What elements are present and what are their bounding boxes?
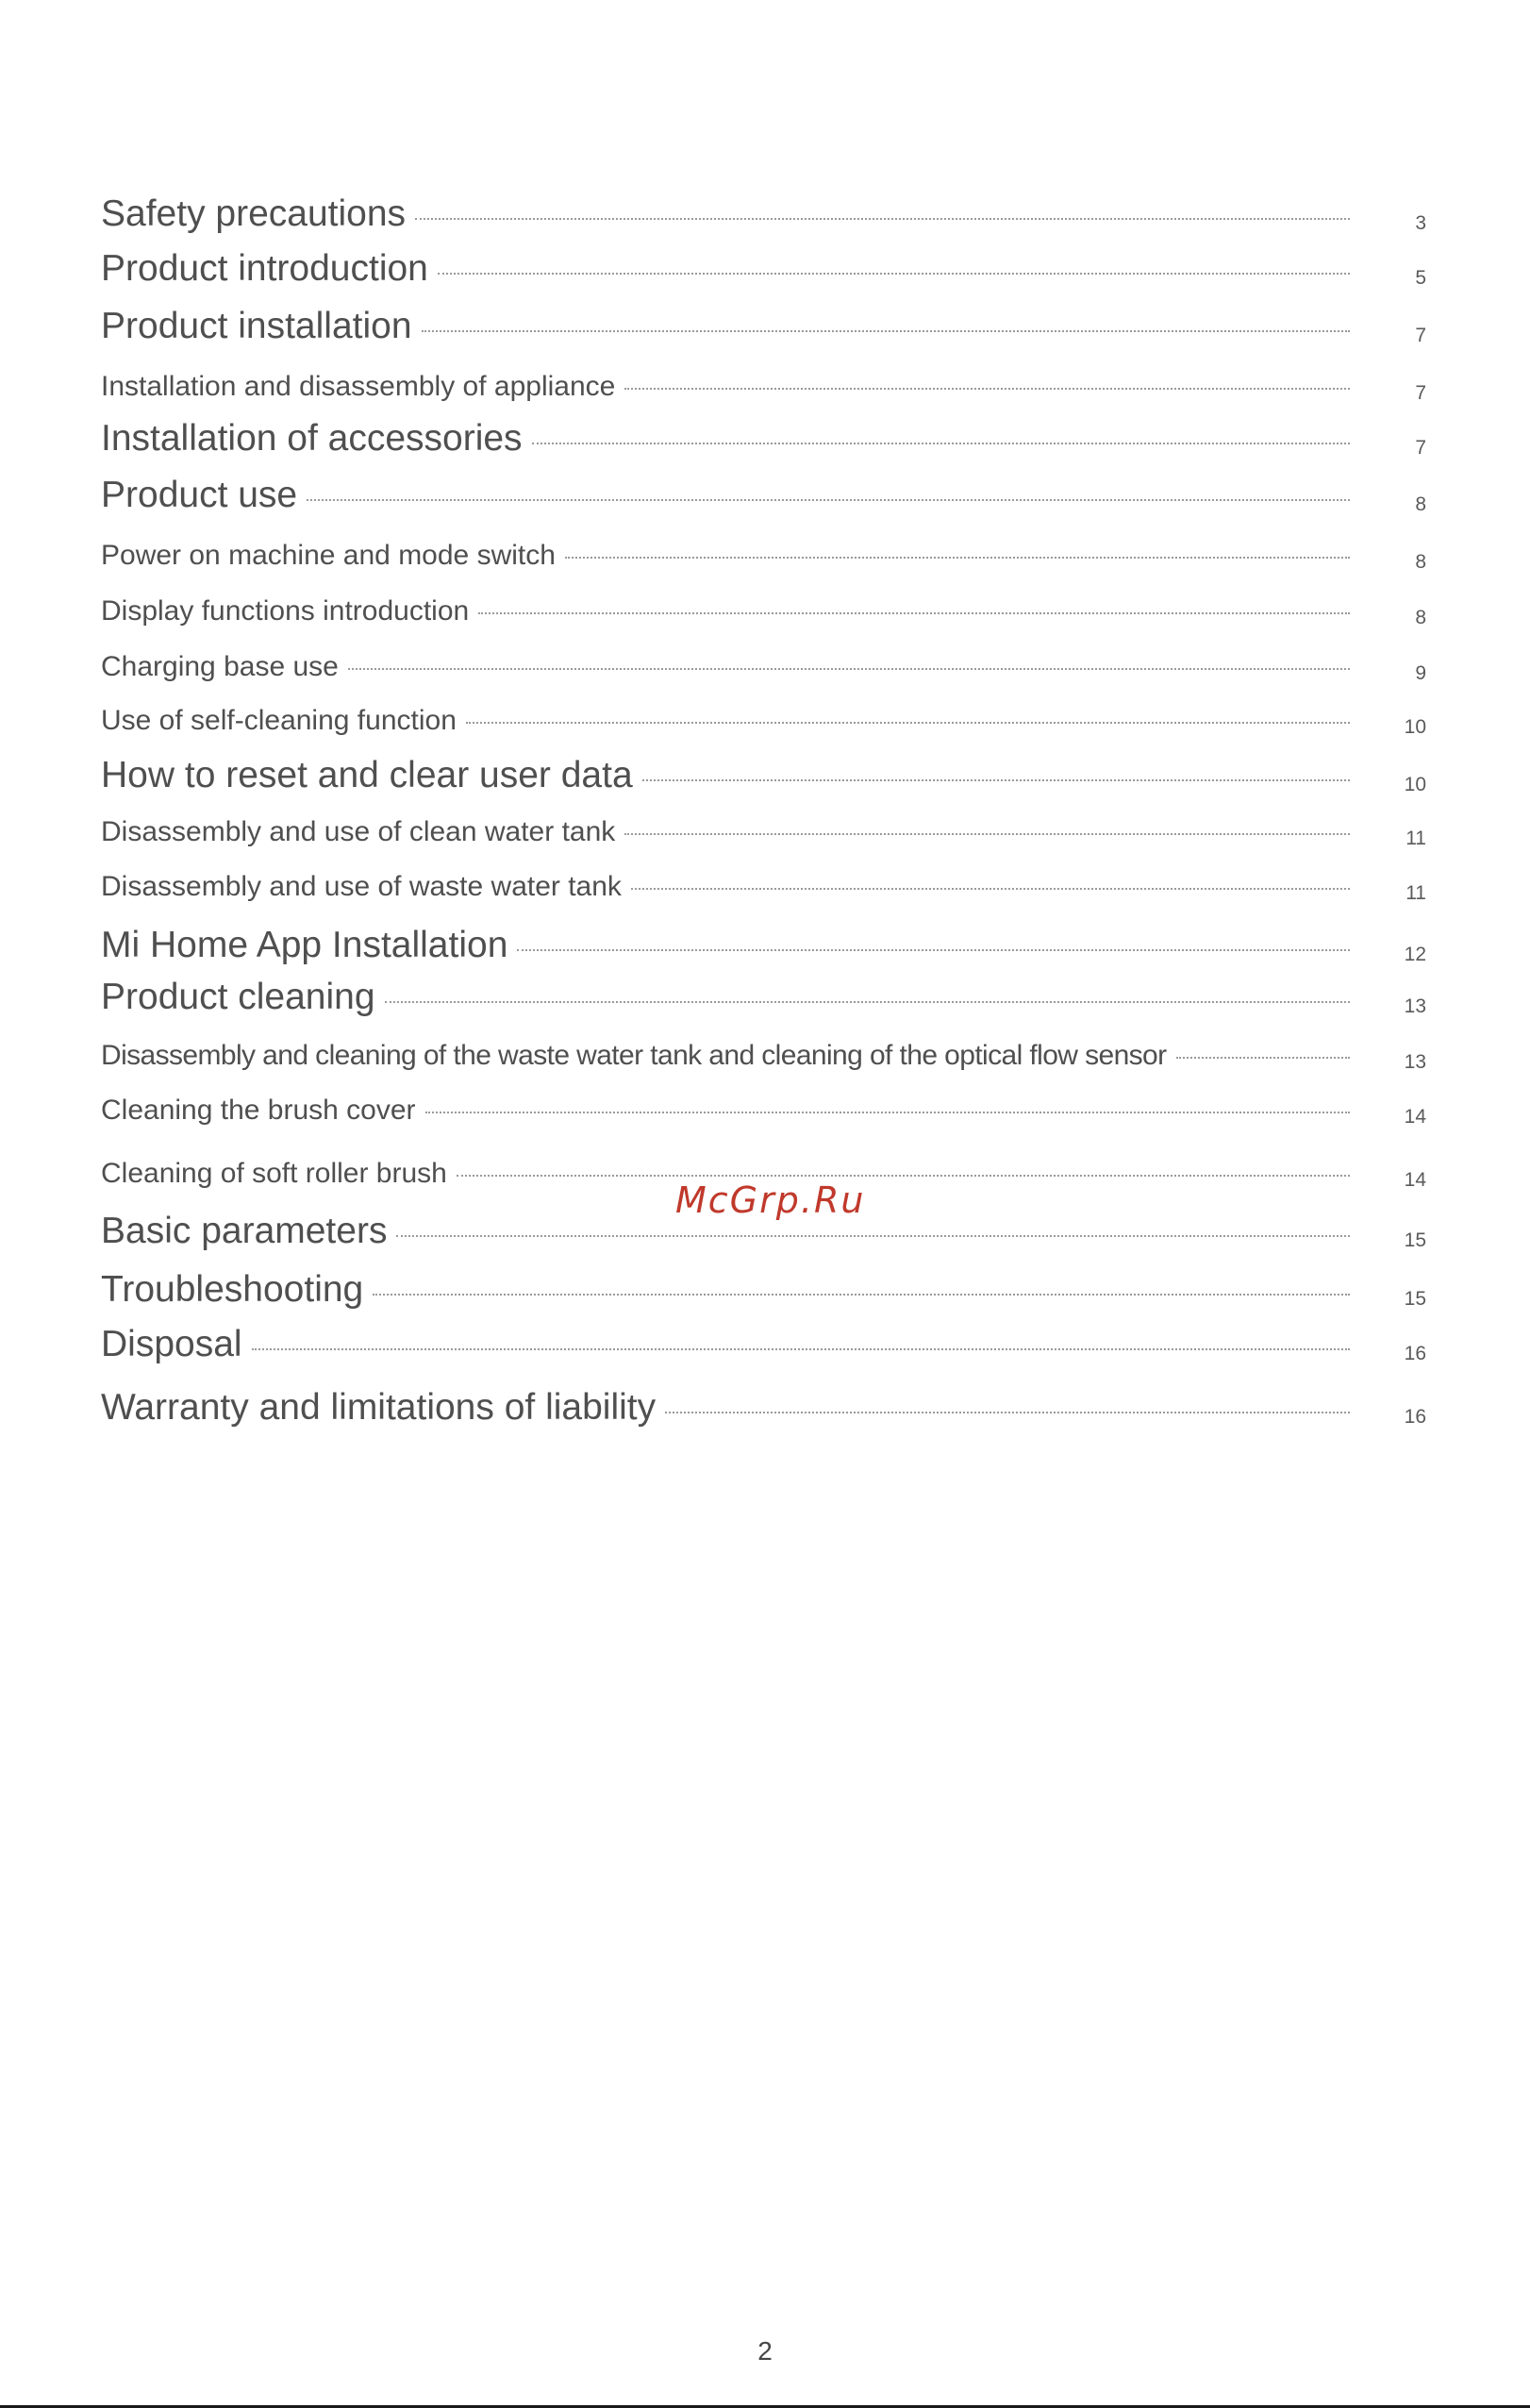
toc-entry-page: 13 bbox=[1404, 1051, 1426, 1073]
toc-entry-page: 8 bbox=[1415, 551, 1426, 573]
toc-entry-warranty[interactable] bbox=[101, 1387, 1426, 1429]
toc-entry-page: 7 bbox=[1415, 325, 1426, 346]
toc-entry-title: Installation of accessories bbox=[101, 418, 523, 459]
toc-entry-page: 7 bbox=[1415, 437, 1426, 459]
dot-leader bbox=[642, 779, 1350, 781]
dot-leader bbox=[348, 668, 1350, 670]
toc-entry-troubleshooting[interactable] bbox=[101, 1269, 1426, 1311]
watermark-text: McGrp.Ru bbox=[675, 1179, 866, 1221]
toc-entry-charging-base[interactable] bbox=[101, 651, 1426, 683]
toc-entry-title: Power on machine and mode switch bbox=[101, 540, 556, 571]
toc-entry-title: Use of self-cleaning function bbox=[101, 705, 457, 736]
toc-entry-page: 10 bbox=[1404, 774, 1426, 795]
toc-entry-page: 11 bbox=[1405, 828, 1426, 849]
toc-entry-title: Charging base use bbox=[101, 651, 339, 682]
dot-leader bbox=[1176, 1057, 1350, 1059]
toc-entry-page: 11 bbox=[1405, 882, 1426, 904]
toc-entry-product-installation[interactable] bbox=[101, 306, 1426, 347]
toc-entry-power-on[interactable] bbox=[101, 540, 1426, 572]
toc-entry-title: Disassembly and cleaning of the waste water tank and cleaning of the optical flow sensor bbox=[101, 1040, 1167, 1071]
toc-entry-title: Product cleaning bbox=[101, 977, 375, 1017]
toc-entry-title: Product installation bbox=[101, 306, 412, 346]
dot-leader bbox=[422, 330, 1350, 332]
toc-entry-title: Disassembly and use of clean water tank bbox=[101, 816, 616, 847]
dot-leader bbox=[478, 612, 1350, 614]
toc-entry-page: 16 bbox=[1404, 1406, 1426, 1428]
dot-leader bbox=[565, 557, 1350, 559]
toc-entry-brush-cover[interactable] bbox=[101, 1095, 1426, 1127]
dot-leader bbox=[307, 499, 1350, 501]
toc-entry-title: Disassembly and use of waste water tank bbox=[101, 871, 622, 902]
toc-entry-page: 7 bbox=[1415, 382, 1426, 404]
toc-entry-page: 16 bbox=[1404, 1343, 1426, 1364]
toc-entry-title: Cleaning the brush cover bbox=[101, 1095, 416, 1126]
toc-entry-installation-accessories[interactable] bbox=[101, 418, 1426, 460]
toc-entry-title: Installation and disassembly of appliance bbox=[101, 371, 616, 402]
toc-entry-page: 10 bbox=[1404, 716, 1426, 738]
toc-entry-page: 8 bbox=[1415, 607, 1426, 628]
dot-leader bbox=[457, 1175, 1350, 1177]
dot-leader bbox=[438, 273, 1350, 275]
dot-leader bbox=[252, 1348, 1350, 1350]
dot-leader bbox=[415, 218, 1350, 220]
toc-entry-title: Product introduction bbox=[101, 248, 428, 289]
toc-entry-title: Warranty and limitations of liability bbox=[101, 1387, 657, 1428]
dot-leader bbox=[517, 949, 1350, 951]
dot-leader bbox=[665, 1412, 1350, 1413]
toc-entry-product-cleaning[interactable] bbox=[101, 977, 1426, 1018]
toc-entry-title: How to reset and clear user data bbox=[101, 755, 633, 795]
toc-entry-page: 5 bbox=[1415, 267, 1426, 289]
dot-leader bbox=[385, 1001, 1350, 1003]
toc-entry-page: 14 bbox=[1404, 1169, 1426, 1191]
toc-entry-self-cleaning[interactable] bbox=[101, 705, 1426, 737]
toc-entry-title: Safety precautions bbox=[101, 193, 407, 234]
toc-entry-title: Cleaning of soft roller brush bbox=[101, 1158, 447, 1189]
toc-entry-disposal[interactable] bbox=[101, 1324, 1426, 1365]
toc-entry-title: Basic parameters bbox=[101, 1211, 388, 1251]
toc-entry-reset-user-data[interactable] bbox=[101, 755, 1426, 796]
toc-entry-product-use[interactable] bbox=[101, 475, 1426, 516]
dot-leader bbox=[624, 388, 1350, 390]
toc-entry-product-introduction[interactable] bbox=[101, 248, 1426, 290]
toc-entry-title: Display functions introduction bbox=[101, 595, 470, 627]
toc-entry-page: 9 bbox=[1415, 662, 1426, 684]
toc-entry-page: 13 bbox=[1404, 995, 1426, 1017]
toc-entry-title: Disposal bbox=[101, 1324, 242, 1364]
toc-entry-mi-home-app[interactable] bbox=[101, 925, 1426, 966]
dot-leader bbox=[631, 888, 1350, 890]
dot-leader bbox=[425, 1112, 1350, 1113]
dot-leader bbox=[532, 443, 1350, 444]
toc-entry-page: 8 bbox=[1415, 493, 1426, 515]
toc-entry-page: 15 bbox=[1404, 1288, 1426, 1310]
toc-entry-waste-water-tank[interactable] bbox=[101, 871, 1426, 903]
toc-entry-title: Troubleshooting bbox=[101, 1269, 364, 1310]
dot-leader bbox=[624, 833, 1350, 835]
toc-entry-installation-disassembly[interactable] bbox=[101, 371, 1426, 403]
toc-entry-page: 3 bbox=[1415, 212, 1426, 234]
toc-entry-title: Mi Home App Installation bbox=[101, 925, 508, 965]
toc-entry-title: Product use bbox=[101, 475, 298, 515]
toc-entry-safety-precautions[interactable] bbox=[101, 193, 1426, 235]
toc-entry-clean-water-tank[interactable] bbox=[101, 816, 1426, 848]
toc-entry-display-functions[interactable] bbox=[101, 595, 1426, 627]
toc-entry-page: 12 bbox=[1404, 944, 1426, 965]
dot-leader bbox=[396, 1235, 1350, 1237]
page-number: 2 bbox=[757, 2336, 773, 2366]
toc-entry-waste-tank-optical-sensor[interactable] bbox=[101, 1040, 1426, 1072]
toc-entry-page: 15 bbox=[1404, 1229, 1426, 1251]
toc-entry-page: 14 bbox=[1404, 1106, 1426, 1128]
dot-leader bbox=[466, 722, 1350, 724]
dot-leader bbox=[373, 1294, 1350, 1296]
